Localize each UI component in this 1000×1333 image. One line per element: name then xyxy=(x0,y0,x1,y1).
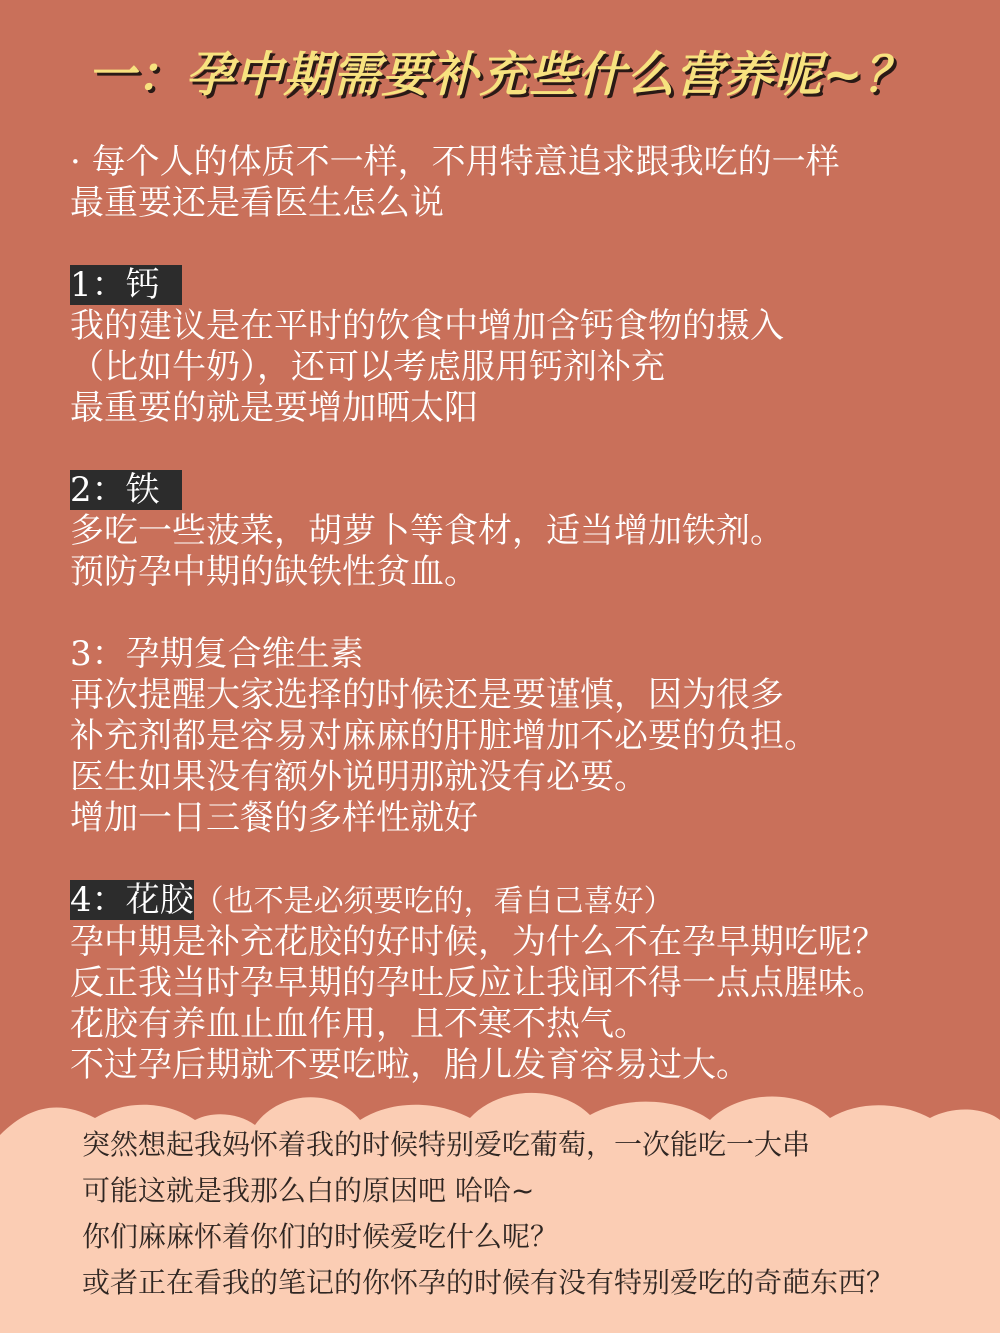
section-iron xyxy=(70,470,970,593)
section-text: 最重要的就是要增加晒太阳 xyxy=(70,388,478,428)
main-content xyxy=(70,142,970,1086)
section-label-iron: 2：铁 xyxy=(70,470,182,510)
footer-line-4: 或者正在看我的笔记的你怀孕的时候有没有特别爱吃的奇葩东西？ xyxy=(82,1266,895,1299)
section-text: 多吃一些菠菜，胡萝卜等食材，适当增加铁剂。 xyxy=(70,511,784,551)
section-label-calcium: 1：钙 xyxy=(70,265,182,305)
section-text: 孕中期是补充花胶的好时候，为什么不在孕早期吃呢？ xyxy=(70,922,886,962)
intro-line-2: 最重要还是看医生怎么说 xyxy=(70,183,444,223)
section-label-multivitamin: 3：孕期复合维生素 xyxy=(70,634,364,674)
page-title: 一：孕中期需要补充些什么营养呢~？ xyxy=(87,47,913,103)
footer-line-1: 突然想起我妈怀着我的时候特别爱吃葡萄，一次能吃一大串 xyxy=(82,1128,811,1161)
section-text: 医生如果没有额外说明那就没有必要。 xyxy=(70,757,648,797)
footer-line-2: 可能这就是我那么白的原因吧 哈哈~ xyxy=(82,1174,535,1207)
section-text: 不过孕后期就不要吃啦，胎儿发育容易过大。 xyxy=(70,1045,750,1085)
section-text: 预防孕中期的缺铁性贫血。 xyxy=(70,552,478,592)
section-multivitamin xyxy=(70,634,970,839)
section-text: 花胶有养血止血作用，且不寒不热气。 xyxy=(70,1004,648,1044)
section-text: 再次提醒大家选择的时候还是要谨慎，因为很多 xyxy=(70,675,784,715)
footer-line-3: 你们麻麻怀着你们的时候爱吃什么呢？ xyxy=(82,1220,559,1253)
section-label-fish-maw: 4：花胶 xyxy=(70,880,194,920)
section-calcium xyxy=(70,265,970,429)
section-note: （也不是必须要吃的，看自己喜好） xyxy=(193,884,674,919)
section-fish-maw xyxy=(70,880,970,1086)
intro-line-1: · 每个人的体质不一样，不用特意追求跟我吃的一样 xyxy=(70,142,840,182)
section-text: 补充剂都是容易对麻麻的肝脏增加不必要的负担。 xyxy=(70,716,818,756)
section-text: 增加一日三餐的多样性就好 xyxy=(70,798,478,838)
section-text: 反正我当时孕早期的孕吐反应让我闻不得一点点腥味。 xyxy=(70,963,886,1003)
footer-notes xyxy=(82,1122,982,1306)
section-text: （比如牛奶），还可以考虑服用钙剂补充 xyxy=(70,347,665,387)
section-text: 我的建议是在平时的饮食中增加含钙食物的摄入 xyxy=(70,306,784,346)
